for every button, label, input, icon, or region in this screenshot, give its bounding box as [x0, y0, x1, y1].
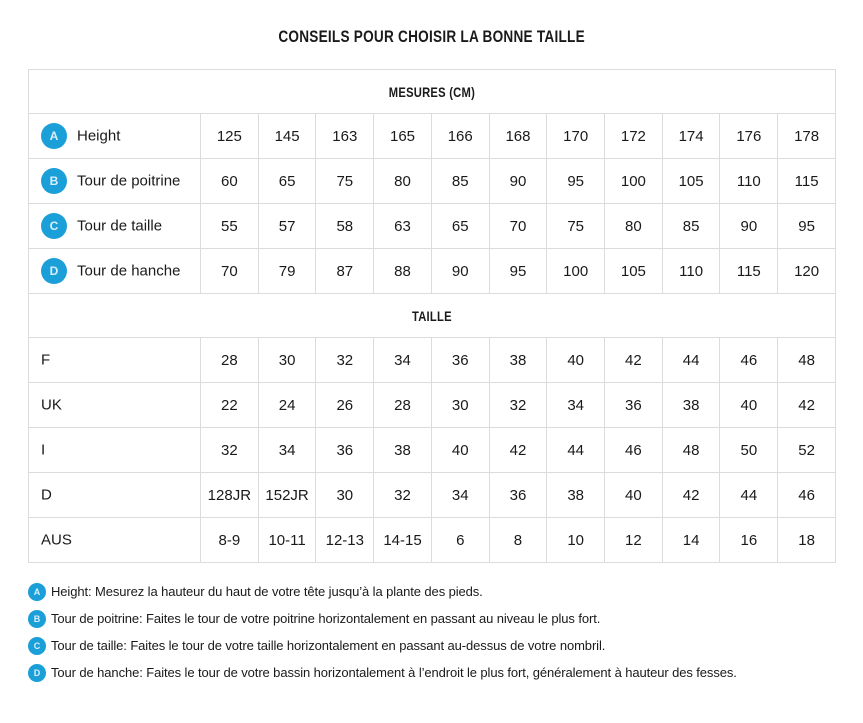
value-cell: 79 [258, 249, 316, 294]
value-cell: 40 [605, 473, 663, 518]
legend-text: Tour de poitrine: Faites le tour de votre poitrine horizontalement en passant au niveau le plus fort. [51, 611, 601, 626]
value-cell: 115 [720, 249, 778, 294]
value-cell: 12 [605, 518, 663, 563]
value-cell: 168 [489, 114, 547, 159]
value-cell: 36 [316, 428, 374, 473]
value-cell: 70 [201, 249, 259, 294]
value-cell: 28 [374, 383, 432, 428]
value-cell: 14 [662, 518, 720, 563]
value-cell: 10 [547, 518, 605, 563]
value-cell: 178 [778, 114, 836, 159]
value-cell: 95 [547, 159, 605, 204]
value-cell: 40 [720, 383, 778, 428]
value-cell: 34 [431, 473, 489, 518]
value-cell: 80 [374, 159, 432, 204]
value-cell: 95 [778, 204, 836, 249]
table-row [29, 473, 836, 518]
value-cell: 12-13 [316, 518, 374, 563]
value-cell: 38 [374, 428, 432, 473]
value-cell: 34 [258, 428, 316, 473]
value-cell: 44 [662, 338, 720, 383]
value-cell: 95 [489, 249, 547, 294]
value-cell: 65 [258, 159, 316, 204]
value-cell: 85 [431, 159, 489, 204]
value-cell: 170 [547, 114, 605, 159]
value-cell: 48 [778, 338, 836, 383]
value-cell: 60 [201, 159, 259, 204]
value-cell: 18 [778, 518, 836, 563]
value-cell: 55 [201, 204, 259, 249]
value-cell: 32 [201, 428, 259, 473]
row-label: Tour de taille [77, 217, 163, 235]
measure-letter-badge: C [41, 213, 67, 239]
table-row [29, 518, 836, 563]
value-cell: 34 [547, 383, 605, 428]
value-cell: 176 [720, 114, 778, 159]
value-cell: 24 [258, 383, 316, 428]
row-label: I [41, 441, 46, 459]
legend-letter-badge: C [28, 637, 46, 655]
value-cell: 8-9 [201, 518, 259, 563]
value-cell: 90 [489, 159, 547, 204]
legend-item [28, 632, 863, 659]
row-label: D [41, 486, 52, 504]
value-cell: 30 [258, 338, 316, 383]
table-row [29, 383, 836, 428]
value-cell: 105 [605, 249, 663, 294]
measurement-legend [28, 578, 863, 686]
value-cell: 115 [778, 159, 836, 204]
legend-letter-badge: D [28, 664, 46, 682]
value-cell: 57 [258, 204, 316, 249]
legend-text: Height: Mesurez la hauteur du haut de votre tête jusqu’à la plante des pieds. [51, 584, 483, 599]
page-title [0, 27, 863, 47]
value-cell: 120 [778, 249, 836, 294]
value-cell: 38 [547, 473, 605, 518]
row-label-cell [29, 204, 201, 249]
measure-letter-badge: A [41, 123, 67, 149]
value-cell: 42 [662, 473, 720, 518]
size-guide-table-body [29, 70, 836, 563]
value-cell: 32 [374, 473, 432, 518]
value-cell: 75 [547, 204, 605, 249]
value-cell: 38 [662, 383, 720, 428]
legend-letter-badge: B [28, 610, 46, 628]
value-cell: 36 [605, 383, 663, 428]
row-label-cell [29, 473, 201, 518]
value-cell: 46 [605, 428, 663, 473]
legend-text: Tour de taille: Faites le tour de votre taille horizontalement en passant au-dessus de votre nombril. [51, 638, 606, 653]
section-header-mesures [29, 70, 836, 114]
legend-item [28, 578, 863, 605]
value-cell: 50 [720, 428, 778, 473]
value-cell: 110 [662, 249, 720, 294]
value-cell: 90 [720, 204, 778, 249]
table-row [29, 204, 836, 249]
legend-letter-badge: A [28, 583, 46, 601]
value-cell: 166 [431, 114, 489, 159]
value-cell: 40 [431, 428, 489, 473]
value-cell: 8 [489, 518, 547, 563]
value-cell: 34 [374, 338, 432, 383]
row-label: Height [77, 127, 121, 145]
value-cell: 38 [489, 338, 547, 383]
value-cell: 100 [605, 159, 663, 204]
legend-item [28, 605, 863, 632]
value-cell: 36 [489, 473, 547, 518]
value-cell: 32 [489, 383, 547, 428]
row-label: AUS [41, 531, 72, 549]
value-cell: 70 [489, 204, 547, 249]
value-cell: 30 [431, 383, 489, 428]
value-cell: 100 [547, 249, 605, 294]
value-cell: 42 [489, 428, 547, 473]
value-cell: 110 [720, 159, 778, 204]
value-cell: 48 [662, 428, 720, 473]
value-cell: 125 [201, 114, 259, 159]
value-cell: 58 [316, 204, 374, 249]
value-cell: 165 [374, 114, 432, 159]
table-row [29, 428, 836, 473]
value-cell: 30 [316, 473, 374, 518]
row-label-cell [29, 159, 201, 204]
measure-letter-badge: B [41, 168, 67, 194]
row-label: UK [41, 396, 62, 414]
value-cell: 10-11 [258, 518, 316, 563]
value-cell: 52 [778, 428, 836, 473]
legend-item [28, 659, 863, 686]
value-cell: 36 [431, 338, 489, 383]
value-cell: 44 [720, 473, 778, 518]
section-header-mesures-row [29, 70, 836, 114]
section-header-taille [29, 294, 836, 338]
value-cell: 172 [605, 114, 663, 159]
value-cell: 22 [201, 383, 259, 428]
size-guide-table [28, 69, 836, 563]
table-row [29, 114, 836, 159]
value-cell: 14-15 [374, 518, 432, 563]
value-cell: 42 [605, 338, 663, 383]
value-cell: 87 [316, 249, 374, 294]
table-row [29, 159, 836, 204]
page-title-text: CONSEILS POUR CHOISIR LA BONNE TAILLE [278, 27, 585, 46]
row-label-cell [29, 114, 201, 159]
row-label-cell [29, 518, 201, 563]
value-cell: 152JR [258, 473, 316, 518]
row-label: Tour de hanche [77, 262, 181, 280]
value-cell: 63 [374, 204, 432, 249]
value-cell: 44 [547, 428, 605, 473]
value-cell: 88 [374, 249, 432, 294]
row-label-cell [29, 338, 201, 383]
section-header-taille-row [29, 294, 836, 338]
value-cell: 46 [720, 338, 778, 383]
value-cell: 75 [316, 159, 374, 204]
value-cell: 6 [431, 518, 489, 563]
row-label-cell [29, 249, 201, 294]
value-cell: 16 [720, 518, 778, 563]
value-cell: 105 [662, 159, 720, 204]
table-row [29, 249, 836, 294]
value-cell: 42 [778, 383, 836, 428]
value-cell: 163 [316, 114, 374, 159]
value-cell: 46 [778, 473, 836, 518]
value-cell: 85 [662, 204, 720, 249]
table-row [29, 338, 836, 383]
value-cell: 80 [605, 204, 663, 249]
section-header-mesures-label: MESURES (CM) [388, 83, 476, 100]
row-label-cell [29, 383, 201, 428]
row-label: Tour de poitrine [77, 172, 181, 190]
value-cell: 26 [316, 383, 374, 428]
row-label: F [41, 351, 51, 369]
measure-letter-badge: D [41, 258, 67, 284]
row-label-cell [29, 428, 201, 473]
section-header-taille-label: TAILLE [412, 307, 452, 324]
value-cell: 174 [662, 114, 720, 159]
value-cell: 28 [201, 338, 259, 383]
value-cell: 65 [431, 204, 489, 249]
value-cell: 40 [547, 338, 605, 383]
value-cell: 128JR [201, 473, 259, 518]
value-cell: 145 [258, 114, 316, 159]
value-cell: 32 [316, 338, 374, 383]
value-cell: 90 [431, 249, 489, 294]
legend-text: Tour de hanche: Faites le tour de votre bassin horizontalement à l’endroit le plus fort, généralement à hauteur des fesses. [51, 665, 737, 680]
